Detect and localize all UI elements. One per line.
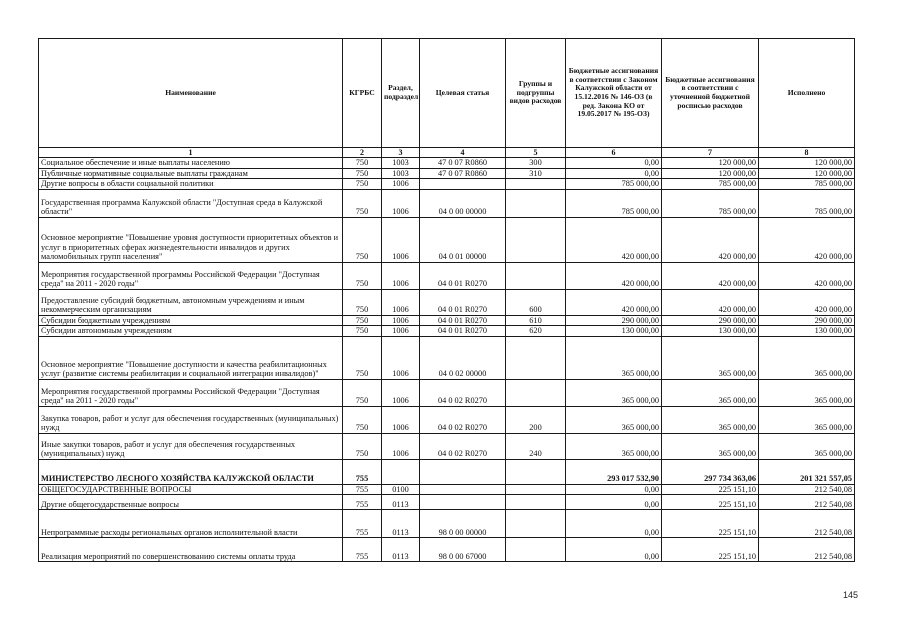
cell-law-allocation: 365 000,00 — [566, 433, 662, 459]
cell-law-allocation: 290 000,00 — [566, 315, 662, 326]
cell-executed: 212 540,08 — [759, 510, 855, 538]
cell-expense-group — [506, 189, 566, 217]
cell-section: 1006 — [382, 336, 420, 379]
cell-target-article: 04 0 01 R0270 — [420, 315, 506, 326]
cell-name: МИНИСТЕРСТВО ЛЕСНОГО ХОЗЯЙСТВА КАЛУЖСКОЙ ОБЛАСТИ — [39, 459, 343, 484]
cell-section: 1006 — [382, 189, 420, 217]
cell-section — [382, 459, 420, 484]
cell-section: 1006 — [382, 217, 420, 262]
cell-executed: 212 540,08 — [759, 495, 855, 510]
cell-kgrbs: 750 — [343, 217, 382, 262]
cell-law-allocation: 0,00 — [566, 168, 662, 179]
cell-section: 1003 — [382, 168, 420, 179]
cell-law-allocation: 420 000,00 — [566, 289, 662, 315]
cell-kgrbs: 750 — [343, 189, 382, 217]
cell-section: 1006 — [382, 326, 420, 337]
cell-section: 0100 — [382, 484, 420, 495]
cell-section: 1006 — [382, 433, 420, 459]
column-number: 2 — [343, 148, 382, 158]
table-row — [39, 495, 855, 510]
cell-expense-group: 300 — [506, 158, 566, 169]
cell-kgrbs: 750 — [343, 158, 382, 169]
cell-roster-allocation: 225 151,10 — [662, 484, 759, 495]
cell-section: 1006 — [382, 289, 420, 315]
cell-target-article — [420, 495, 506, 510]
cell-executed: 785 000,00 — [759, 179, 855, 190]
cell-section: 1006 — [382, 179, 420, 190]
cell-section: 1006 — [382, 262, 420, 289]
table-row — [39, 406, 855, 433]
cell-target-article — [420, 459, 506, 484]
cell-roster-allocation: 225 151,10 — [662, 510, 759, 538]
cell-section: 1003 — [382, 158, 420, 169]
cell-expense-group: 310 — [506, 168, 566, 179]
column-number: 3 — [382, 148, 420, 158]
header-expense-group: Группы и подгруппы видов расходов — [506, 39, 566, 148]
cell-executed: 201 321 557,05 — [759, 459, 855, 484]
budget-table — [38, 38, 855, 562]
cell-law-allocation: 0,00 — [566, 538, 662, 562]
cell-target-article: 04 0 01 R0270 — [420, 262, 506, 289]
cell-expense-group — [506, 217, 566, 262]
cell-target-article — [420, 484, 506, 495]
cell-executed: 212 540,08 — [759, 484, 855, 495]
cell-expense-group — [506, 459, 566, 484]
cell-expense-group: 600 — [506, 289, 566, 315]
cell-target-article: 04 0 02 R0270 — [420, 406, 506, 433]
cell-roster-allocation: 365 000,00 — [662, 433, 759, 459]
cell-expense-group — [506, 179, 566, 190]
cell-name: Предоставление субсидий бюджетным, автономным учреждениям и иным некоммерческим организациям — [39, 289, 343, 315]
column-number: 1 — [39, 148, 343, 158]
cell-executed: 420 000,00 — [759, 262, 855, 289]
table-row — [39, 262, 855, 289]
cell-kgrbs: 750 — [343, 315, 382, 326]
table-row — [39, 179, 855, 190]
column-number: 7 — [662, 148, 759, 158]
cell-name: Основное мероприятие "Повышение уровня доступности приоритетных объектов и услуг в приоритетных сферах жизнедеятельности инвалидов и других маломобильных групп населения" — [39, 217, 343, 262]
cell-name: ОБЩЕГОСУДАРСТВЕННЫЕ ВОПРОСЫ — [39, 484, 343, 495]
cell-law-allocation: 0,00 — [566, 495, 662, 510]
cell-target-article: 04 0 02 R0270 — [420, 433, 506, 459]
table-body — [39, 158, 855, 562]
cell-target-article: 04 0 01 00000 — [420, 217, 506, 262]
cell-name: Другие общегосударственные вопросы — [39, 495, 343, 510]
cell-roster-allocation: 420 000,00 — [662, 217, 759, 262]
cell-law-allocation: 130 000,00 — [566, 326, 662, 337]
cell-roster-allocation: 130 000,00 — [662, 326, 759, 337]
cell-target-article: 04 0 01 R0270 — [420, 326, 506, 337]
cell-kgrbs: 750 — [343, 336, 382, 379]
cell-law-allocation: 420 000,00 — [566, 217, 662, 262]
cell-law-allocation: 293 017 532,90 — [566, 459, 662, 484]
page-number: 145 — [843, 590, 859, 600]
cell-roster-allocation: 225 151,10 — [662, 538, 759, 562]
cell-law-allocation: 365 000,00 — [566, 406, 662, 433]
cell-executed: 365 000,00 — [759, 336, 855, 379]
cell-law-allocation: 365 000,00 — [566, 379, 662, 406]
cell-expense-group — [506, 495, 566, 510]
cell-law-allocation: 0,00 — [566, 158, 662, 169]
cell-law-allocation: 785 000,00 — [566, 179, 662, 190]
table-row — [39, 168, 855, 179]
column-number: 4 — [420, 148, 506, 158]
header-kgrbs: КГРБС — [343, 39, 382, 148]
table-row — [39, 217, 855, 262]
cell-executed: 290 000,00 — [759, 315, 855, 326]
cell-executed: 420 000,00 — [759, 289, 855, 315]
table-row — [39, 538, 855, 562]
header-section: Раздел, подраздел — [382, 39, 420, 148]
cell-expense-group — [506, 510, 566, 538]
column-number-row — [39, 148, 855, 158]
cell-section: 1006 — [382, 406, 420, 433]
column-number: 8 — [759, 148, 855, 158]
cell-kgrbs: 755 — [343, 510, 382, 538]
cell-section: 0113 — [382, 538, 420, 562]
cell-name: Государственная программа Калужской области "Доступная среда в Калужской области" — [39, 189, 343, 217]
table-row — [39, 484, 855, 495]
cell-executed: 365 000,00 — [759, 406, 855, 433]
table-row — [39, 326, 855, 337]
cell-executed: 365 000,00 — [759, 379, 855, 406]
table-row — [39, 433, 855, 459]
cell-expense-group: 610 — [506, 315, 566, 326]
cell-kgrbs: 755 — [343, 484, 382, 495]
cell-roster-allocation: 785 000,00 — [662, 179, 759, 190]
cell-roster-allocation: 120 000,00 — [662, 168, 759, 179]
cell-law-allocation: 0,00 — [566, 484, 662, 495]
cell-law-allocation: 365 000,00 — [566, 336, 662, 379]
cell-target-article: 04 0 00 00000 — [420, 189, 506, 217]
cell-law-allocation: 785 000,00 — [566, 189, 662, 217]
header-target-article: Целевая статья — [420, 39, 506, 148]
table-row — [39, 315, 855, 326]
cell-roster-allocation: 365 000,00 — [662, 406, 759, 433]
cell-name: Непрограммные расходы региональных органов исполнительной власти — [39, 510, 343, 538]
cell-expense-group — [506, 379, 566, 406]
cell-roster-allocation: 420 000,00 — [662, 262, 759, 289]
cell-kgrbs: 755 — [343, 459, 382, 484]
cell-expense-group: 240 — [506, 433, 566, 459]
cell-kgrbs: 750 — [343, 379, 382, 406]
table-row — [39, 158, 855, 169]
cell-section: 0113 — [382, 495, 420, 510]
header-executed: Исполнено — [759, 39, 855, 148]
table-row — [39, 510, 855, 538]
cell-expense-group — [506, 538, 566, 562]
cell-name: Мероприятия государственной программы Российской Федерации "Доступная среда" на 2011 - 2020 годы" — [39, 379, 343, 406]
cell-kgrbs: 750 — [343, 179, 382, 190]
cell-executed: 212 540,08 — [759, 538, 855, 562]
cell-name: Субсидии автономным учреждениям — [39, 326, 343, 337]
cell-target-article — [420, 179, 506, 190]
cell-kgrbs: 755 — [343, 538, 382, 562]
cell-roster-allocation: 297 734 363,06 — [662, 459, 759, 484]
cell-executed: 785 000,00 — [759, 189, 855, 217]
cell-executed: 130 000,00 — [759, 326, 855, 337]
cell-roster-allocation: 225 151,10 — [662, 495, 759, 510]
cell-kgrbs: 755 — [343, 495, 382, 510]
cell-roster-allocation: 785 000,00 — [662, 189, 759, 217]
cell-kgrbs: 750 — [343, 262, 382, 289]
cell-executed: 365 000,00 — [759, 433, 855, 459]
cell-kgrbs: 750 — [343, 326, 382, 337]
cell-name: Основное мероприятие "Повышение доступности и качества реабилитационных услуг (развитие системы реабилитации и социальной интеграции инвалидов)" — [39, 336, 343, 379]
cell-target-article: 04 0 02 R0270 — [420, 379, 506, 406]
cell-roster-allocation: 420 000,00 — [662, 289, 759, 315]
cell-expense-group — [506, 262, 566, 289]
cell-name: Социальное обеспечение и иные выплаты населению — [39, 158, 343, 169]
table-row — [39, 379, 855, 406]
cell-target-article: 47 0 07 R0860 — [420, 158, 506, 169]
cell-roster-allocation: 365 000,00 — [662, 336, 759, 379]
header-law-allocation: Бюджетные ассигнования в соответствии с Законом Калужской области от 15.12.2016 № 146-ОЗ (в ред. Закона КО от 19.05.2017 № 195-ОЗ) — [566, 39, 662, 148]
cell-name: Реализация мероприятий по совершенствованию системы оплаты труда — [39, 538, 343, 562]
cell-kgrbs: 750 — [343, 289, 382, 315]
cell-kgrbs: 750 — [343, 406, 382, 433]
cell-kgrbs: 750 — [343, 168, 382, 179]
cell-target-article: 98 0 00 67000 — [420, 538, 506, 562]
table-row — [39, 459, 855, 484]
table-header — [39, 39, 855, 148]
cell-target-article: 04 0 02 00000 — [420, 336, 506, 379]
header-name: Наименование — [39, 39, 343, 148]
cell-name: Мероприятия государственной программы Российской Федерации "Доступная среда" на 2011 - 2020 годы" — [39, 262, 343, 289]
cell-target-article: 47 0 07 R0860 — [420, 168, 506, 179]
cell-executed: 120 000,00 — [759, 168, 855, 179]
cell-target-article: 98 0 00 00000 — [420, 510, 506, 538]
cell-name: Иные закупки товаров, работ и услуг для обеспечения государственных (муниципальных) нужд — [39, 433, 343, 459]
cell-law-allocation: 420 000,00 — [566, 262, 662, 289]
cell-section: 0113 — [382, 510, 420, 538]
table-row — [39, 336, 855, 379]
cell-target-article: 04 0 01 R0270 — [420, 289, 506, 315]
cell-name: Закупка товаров, работ и услуг для обеспечения государственных (муниципальных) нужд — [39, 406, 343, 433]
cell-roster-allocation: 120 000,00 — [662, 158, 759, 169]
cell-expense-group: 200 — [506, 406, 566, 433]
cell-executed: 420 000,00 — [759, 217, 855, 262]
column-number: 5 — [506, 148, 566, 158]
cell-expense-group: 620 — [506, 326, 566, 337]
cell-section: 1006 — [382, 315, 420, 326]
cell-name: Публичные нормативные социальные выплаты гражданам — [39, 168, 343, 179]
header-roster-allocation: Бюджетные ассигнования в соответствии с уточненной бюджетной росписью расходов — [662, 39, 759, 148]
cell-expense-group — [506, 484, 566, 495]
cell-kgrbs: 750 — [343, 433, 382, 459]
table-row — [39, 189, 855, 217]
cell-roster-allocation: 290 000,00 — [662, 315, 759, 326]
cell-section: 1006 — [382, 379, 420, 406]
cell-name: Другие вопросы в области социальной политики — [39, 179, 343, 190]
cell-name: Субсидии бюджетным учреждениям — [39, 315, 343, 326]
cell-expense-group — [506, 336, 566, 379]
cell-executed: 120 000,00 — [759, 158, 855, 169]
cell-roster-allocation: 365 000,00 — [662, 379, 759, 406]
cell-law-allocation: 0,00 — [566, 510, 662, 538]
table-row — [39, 289, 855, 315]
column-number: 6 — [566, 148, 662, 158]
